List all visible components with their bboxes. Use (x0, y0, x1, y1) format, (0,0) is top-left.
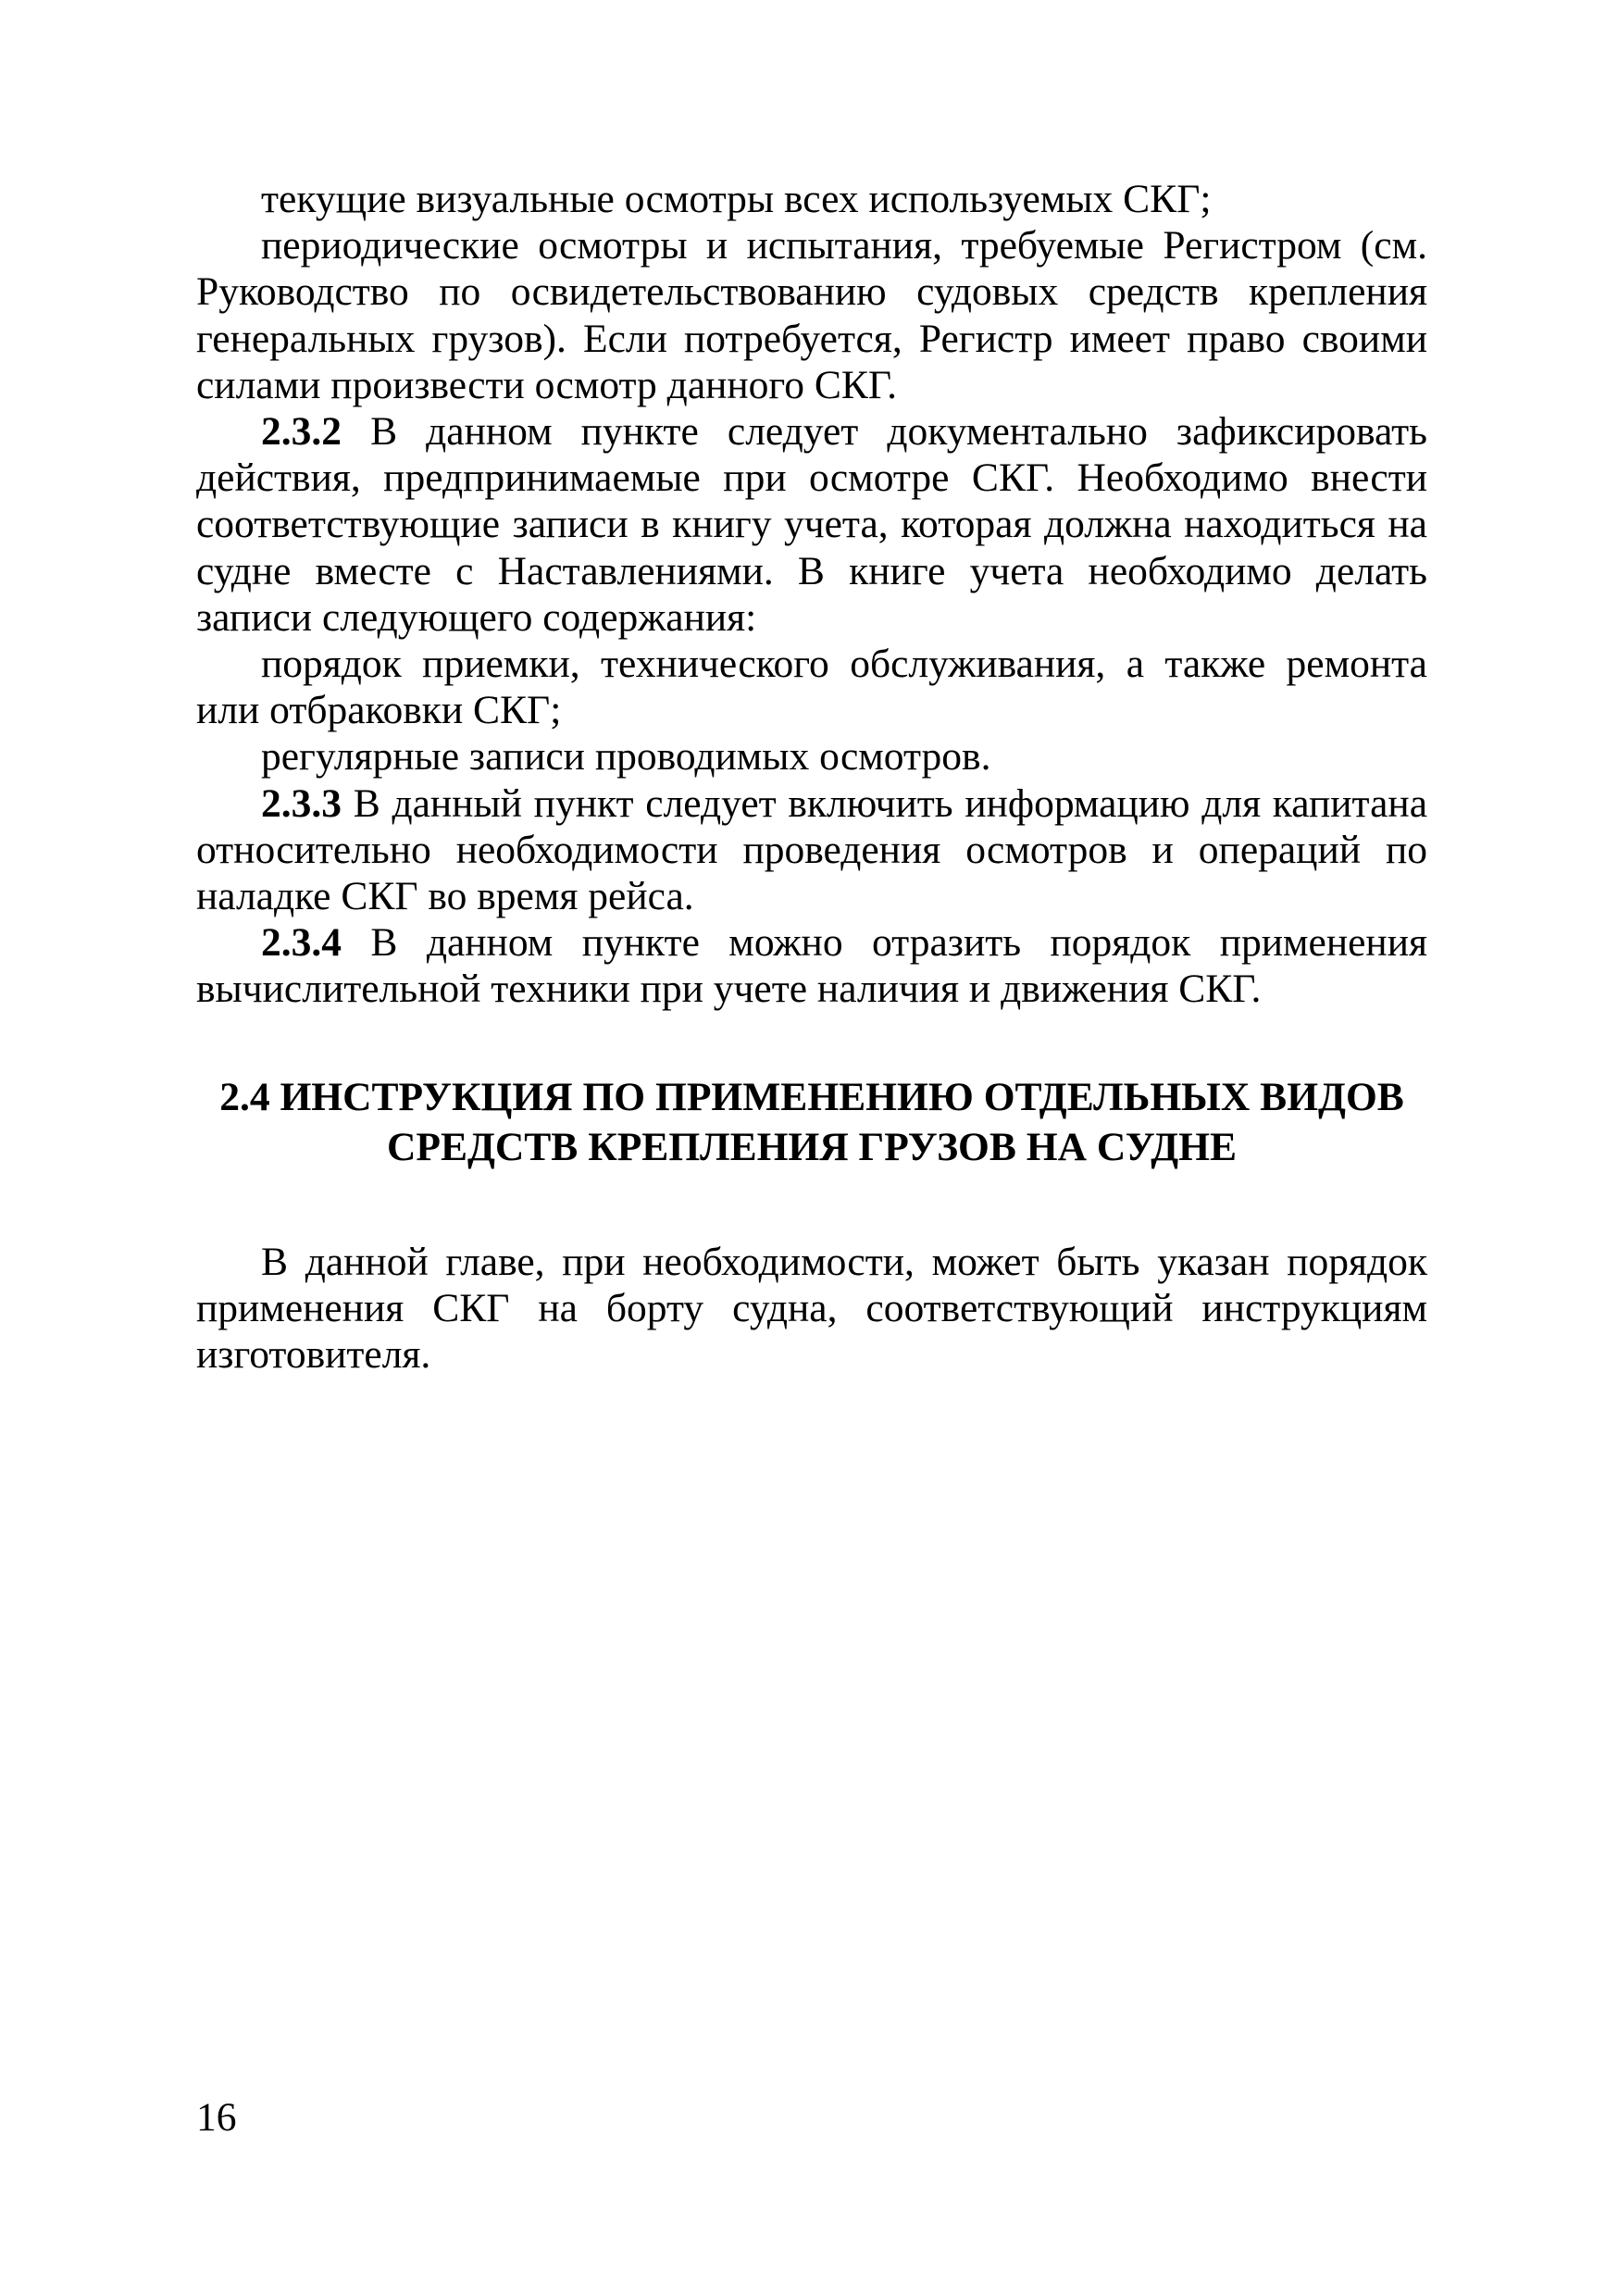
section-2-4-text (196, 1239, 1427, 1379)
paragraph-text: В данном пункте следует документально зафиксировать действия, предпринимаемые при осмотре СКГ. Необходимо внести соответствующие записи в книгу учета, которая должна находиться на судне вместе с Наставлениями. В книге учета необходимо делать записи следующего содержания: (196, 409, 1427, 640)
paragraph (196, 919, 1427, 1012)
paragraph (196, 780, 1427, 920)
section-heading-line1: 2.4 ИНСТРУКЦИЯ ПО ПРИМЕНЕНИЮ ОТДЕЛЬНЫХ ВИДОВ (219, 1075, 1404, 1119)
clause-number: 2.3.4 (261, 920, 342, 966)
paragraph (196, 733, 1427, 780)
chapter-paragraph: В данной главе, при необходимости, может быть указан порядок применения СКГ на борту судна, соответствующий инструкциям изготовителя. (196, 1240, 1427, 1378)
clause-number: 2.3.2 (261, 409, 342, 455)
paragraph-text: регулярные записи проводимых осмотров. (261, 734, 991, 780)
paragraph (196, 176, 1427, 222)
paragraph-text: текущие визуальные осмотры всех используемых СКГ; (261, 177, 1212, 221)
paragraph (196, 222, 1427, 408)
paragraph (196, 408, 1427, 641)
paragraph (196, 641, 1427, 733)
paragraph-text: В данном пункте можно отразить порядок применения вычислительной техники при учете наличия и движения СКГ. (196, 920, 1427, 1012)
page-number: 16 (196, 2095, 237, 2140)
paragraph-text: периодические осмотры и испытания, требуемые Регистром (см. Руководство по освидетельствованию судовых средств крепления генеральных грузов). Если потребуется, Регистр имеет право своими силами произвести осмотр данного СКГ. (196, 223, 1427, 407)
section-heading (196, 1072, 1427, 1172)
paragraph-text: порядок приемки, технического обслуживания, а также ремонта или отбраковки СКГ; (196, 642, 1427, 733)
section-2-3-text (196, 176, 1427, 1013)
paragraph-text: В данный пункт следует включить информацию для капитана относительно необходимости проведения осмотров и операций по наладке СКГ во время рейса. (196, 780, 1427, 919)
section-heading-line2: СРЕДСТВ КРЕПЛЕНИЯ ГРУЗОВ НА СУДНЕ (386, 1125, 1238, 1169)
clause-number: 2.3.3 (261, 780, 342, 826)
